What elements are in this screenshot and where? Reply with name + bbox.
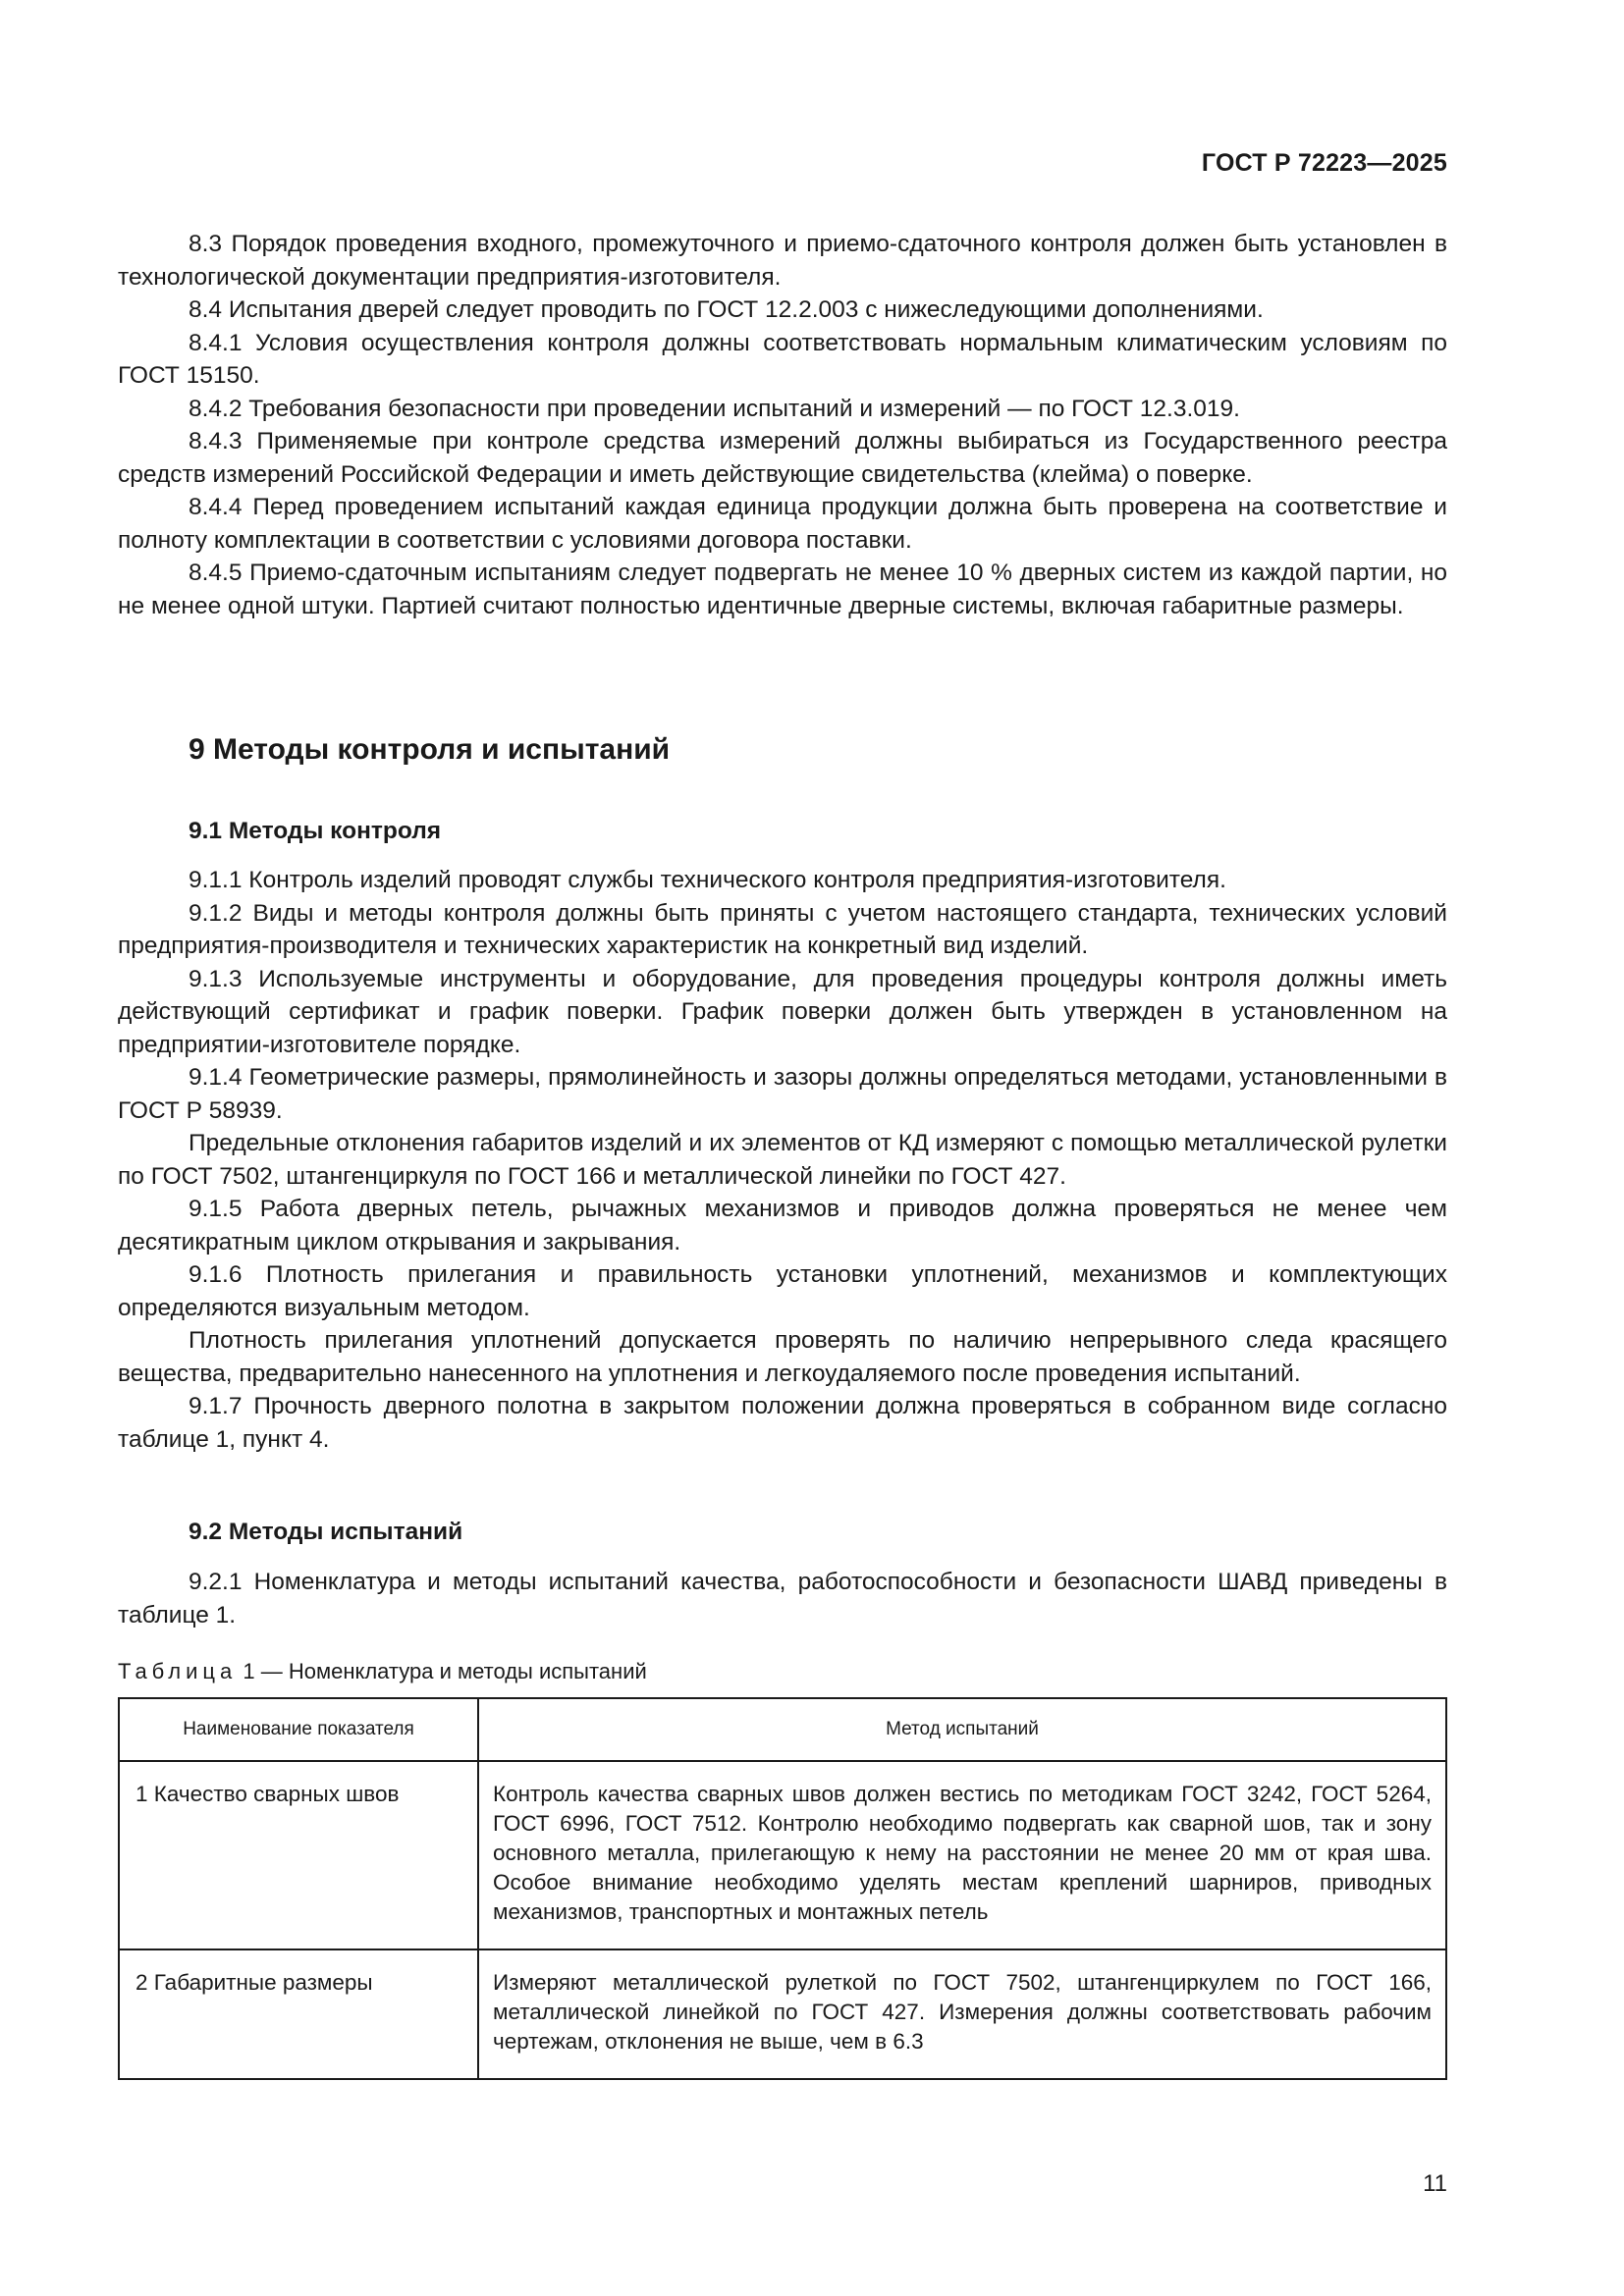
- table-row: [119, 1761, 1446, 1949]
- methods-table: [118, 1697, 1447, 2080]
- table-caption-text: 1 — Номенклатура и методы испытаний: [237, 1659, 647, 1683]
- paragraph-8-4-3: 8.4.3 Применяемые при контроле средства измерений должны выбираться из Государственного реестра средств измерений Российской Федерации и иметь действующие свидетельства (клейма) о поверке.: [118, 428, 1447, 488]
- paragraph-9-1-3: 9.1.3 Используемые инструменты и оборудование, для проведения процедуры контроля должны иметь действующий сертификат и график поверки. График поверки должен быть утвержден в установленном на предприятии-изготовителе порядке.: [118, 965, 1447, 1058]
- paragraph-9-1-4-cont: Предельные отклонения габаритов изделий и их элементов от КД измеряют с помощью металлической рулетки по ГОСТ 7502, штангенциркуля по ГОСТ 166 и металлической линейки по ГОСТ 427.: [118, 1130, 1447, 1190]
- paragraph-9-1-2: 9.1.2 Виды и методы контроля должны быть приняты с учетом настоящего стандарта, технических условий предприятия-производителя и технических характеристик на конкретный вид изделий.: [118, 899, 1447, 959]
- table-caption: [118, 1659, 647, 1684]
- paragraph-9-1-4: 9.1.4 Геометрические размеры, прямолинейность и зазоры должны определяться методами, установленными в ГОСТ Р 58939.: [118, 1064, 1447, 1124]
- table-header-row: [119, 1698, 1446, 1761]
- row-2-indicator: 2 Габаритные размеры: [119, 1949, 478, 2079]
- paragraph-8-4-1: 8.4.1 Условия осуществления контроля должны соответствовать нормальным климатическим условиям по ГОСТ 15150.: [118, 329, 1447, 389]
- paragraph-8-4-2: 8.4.2 Требования безопасности при проведении испытаний и измерений — по ГОСТ 12.3.019.: [189, 395, 1240, 422]
- paragraph-8-3: 8.3 Порядок проведения входного, промежуточного и приемо-сдаточного контроля должен быть установлен в технологической документации предприятия-изготовителя.: [118, 231, 1447, 291]
- paragraph-9-1-5: 9.1.5 Работа дверных петель, рычажных механизмов и приводов должна проверяться не менее чем десятикратным циклом открывания и закрывания.: [118, 1196, 1447, 1255]
- subsection-9-1-title: 9.1 Методы контроля: [189, 818, 442, 844]
- header-test-method: Метод испытаний: [478, 1698, 1446, 1761]
- table-row: [119, 1949, 1446, 2079]
- paragraph-9-1-6: 9.1.6 Плотность прилегания и правильность установки уплотнений, механизмов и комплектующих определяются визуальным методом.: [118, 1261, 1447, 1321]
- row-1-method: Контроль качества сварных швов должен вестись по методикам ГОСТ 3242, ГОСТ 5264, ГОСТ 6996, ГОСТ 7512. Контролю необходимо подвергать как сварной шов, так и зону основного металла, прилегающую к нему на расстоянии не менее 20 мм от края шва. Особое внимание необходимо уделять местам креплений шарниров, приводных механизмов, транспортных и монтажных петель: [478, 1761, 1446, 1949]
- paragraph-9-2-1: 9.2.1 Номенклатура и методы испытаний качества, работоспособности и безопасности ШАВД приведены в таблице 1.: [118, 1569, 1447, 1629]
- header-indicator-name: Наименование показателя: [119, 1698, 478, 1761]
- subsection-9-1-text: [118, 864, 1447, 1456]
- section-9-title: 9 Методы контроля и испытаний: [189, 733, 671, 766]
- paragraph-9-1-1: 9.1.1 Контроль изделий проводят службы технического контроля предприятия-изготовителя.: [189, 867, 1226, 893]
- table-caption-label: Таблица: [118, 1659, 238, 1683]
- row-2-method: Измеряют металлической рулеткой по ГОСТ 7502, штангенциркулем по ГОСТ 166, металлической линейкой по ГОСТ 427. Измерения должны соответствовать рабочим чертежам, отклонения не выше, чем в 6.3: [478, 1949, 1446, 2079]
- paragraph-8-4: 8.4 Испытания дверей следует проводить по ГОСТ 12.2.003 с нижеследующими дополнениями.: [189, 296, 1264, 323]
- subsection-9-2-title: 9.2 Методы испытаний: [189, 1519, 463, 1545]
- row-1-indicator: 1 Качество сварных швов: [119, 1761, 478, 1949]
- paragraph-8-4-5: 8.4.5 Приемо-сдаточным испытаниям следует подвергать не менее 10 % дверных систем из каждой партии, но не менее одной штуки. Партией считают полностью идентичные дверные системы, включая габаритные размеры.: [118, 560, 1447, 619]
- paragraph-9-1-7: 9.1.7 Прочность дверного полотна в закрытом положении должна проверяться в собранном виде согласно таблице 1, пункт 4.: [118, 1393, 1447, 1453]
- paragraph-8-4-4: 8.4.4 Перед проведением испытаний каждая единица продукции должна быть проверена на соответствие и полноту комплектации в соответствии с условиями договора поставки.: [118, 494, 1447, 554]
- page-number: 11: [1423, 2170, 1447, 2197]
- subsection-9-2-text: [118, 1566, 1447, 1631]
- section-8-text: [118, 228, 1447, 622]
- document-code: ГОСТ Р 72223—2025: [1201, 149, 1447, 177]
- paragraph-9-1-6-cont: Плотность прилегания уплотнений допускается проверять по наличию непрерывного следа красящего вещества, предварительно нанесенного на уплотнения и легкоудаляемого после проведения испытаний.: [118, 1327, 1447, 1387]
